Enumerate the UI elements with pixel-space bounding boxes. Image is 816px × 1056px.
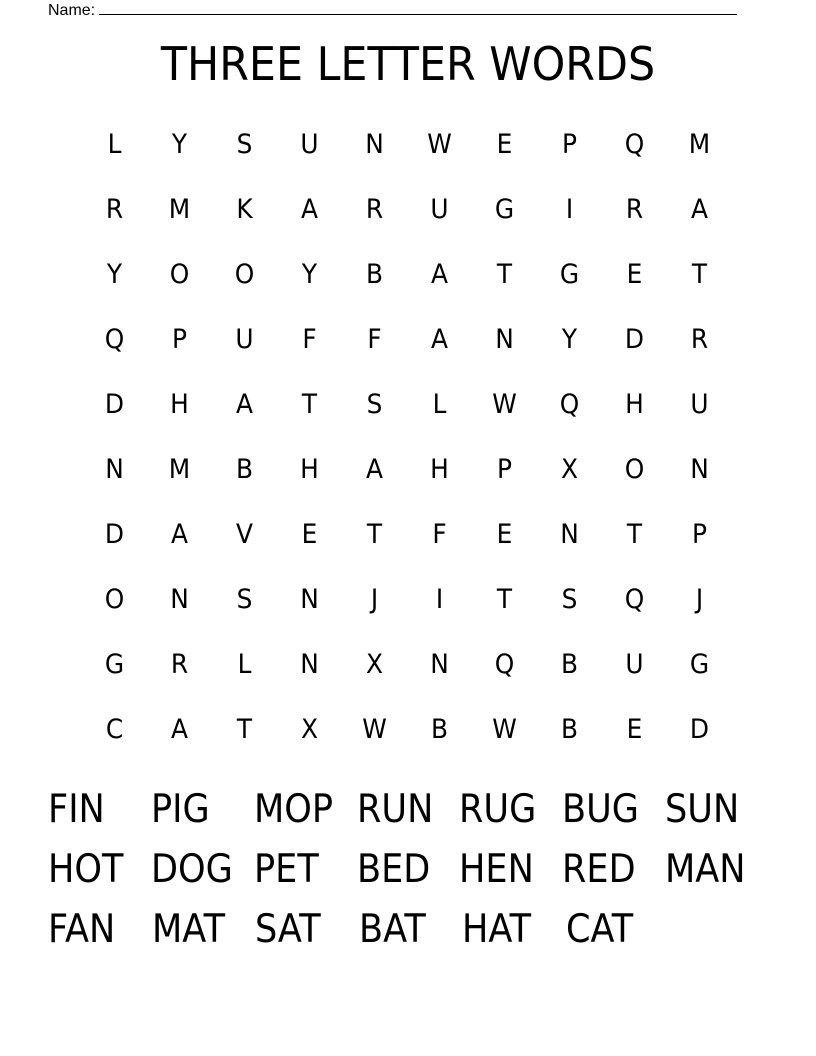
grid-letter[interactable]: P (561, 129, 577, 160)
grid-row (82, 632, 732, 697)
grid-letter[interactable]: F (302, 324, 317, 355)
grid-row (82, 242, 732, 307)
word-bank-item: BAT (358, 907, 426, 952)
grid-letter[interactable]: S (236, 129, 253, 160)
grid-row (82, 177, 732, 242)
grid-letter[interactable]: U (625, 649, 644, 680)
grid-letter[interactable]: N (300, 649, 319, 680)
grid-row (82, 112, 732, 177)
grid-letter[interactable]: F (432, 519, 447, 550)
word-bank-item: SAT (255, 907, 321, 952)
grid-letter[interactable]: D (624, 324, 645, 355)
grid-letter[interactable]: A (430, 324, 448, 355)
grid-letter[interactable]: E (626, 259, 643, 290)
grid-letter[interactable]: B (235, 454, 254, 485)
grid-row (82, 307, 732, 372)
grid-letter[interactable]: Y (301, 259, 318, 290)
grid-letter[interactable]: X (365, 649, 384, 680)
grid-letter[interactable]: G (689, 649, 710, 680)
grid-letter[interactable]: U (300, 129, 319, 160)
grid-letter[interactable]: E (626, 714, 643, 745)
grid-letter[interactable]: C (105, 714, 124, 745)
grid-letter[interactable]: Y (106, 259, 123, 290)
grid-letter[interactable]: T (366, 519, 383, 550)
grid-letter[interactable]: H (430, 454, 449, 485)
grid-letter[interactable]: N (365, 129, 384, 160)
grid-row (82, 502, 732, 567)
grid-row (82, 697, 732, 762)
grid-letter[interactable]: A (430, 259, 448, 290)
grid-letter[interactable]: Y (171, 129, 188, 160)
word-bank-item: RED (562, 847, 636, 892)
grid-letter[interactable]: D (104, 519, 125, 550)
name-underline (99, 0, 737, 15)
word-bank-row (48, 840, 768, 900)
grid-letter[interactable]: O (624, 454, 645, 485)
grid-letter[interactable]: I (565, 194, 574, 225)
grid-letter[interactable]: N (300, 584, 319, 615)
grid-letter[interactable]: A (365, 454, 383, 485)
grid-letter[interactable]: M (688, 129, 711, 160)
name-field-line (48, 0, 737, 20)
grid-letter[interactable]: G (494, 194, 515, 225)
grid-letter[interactable]: L (107, 129, 122, 160)
grid-letter[interactable]: A (300, 194, 318, 225)
grid-row (82, 567, 732, 632)
grid-letter[interactable]: K (236, 194, 253, 225)
grid-letter[interactable]: R (690, 324, 709, 355)
word-bank-item: PIG (150, 787, 210, 832)
grid-letter[interactable]: A (690, 194, 708, 225)
word-bank-item: CAT (565, 907, 633, 952)
word-bank-row (48, 780, 768, 840)
grid-letter[interactable]: U (235, 324, 254, 355)
grid-letter[interactable]: A (170, 519, 188, 550)
grid-letter[interactable]: P (496, 454, 512, 485)
grid-letter[interactable]: U (430, 194, 449, 225)
grid-letter[interactable]: R (625, 194, 644, 225)
grid-letter[interactable]: W (492, 389, 517, 420)
grid-letter[interactable]: T (301, 389, 318, 420)
grid-letter[interactable]: T (236, 714, 253, 745)
grid-letter[interactable]: M (168, 194, 191, 225)
word-bank-item: MAN (665, 847, 746, 892)
grid-letter[interactable]: E (496, 129, 513, 160)
grid-letter[interactable]: G (559, 259, 580, 290)
grid-letter[interactable]: A (235, 389, 253, 420)
grid-letter[interactable]: S (236, 584, 253, 615)
word-bank-row (48, 900, 768, 960)
word-bank-item: PET (253, 847, 319, 892)
grid-letter[interactable]: N (170, 584, 189, 615)
word-bank-item: RUN (356, 787, 433, 832)
grid-letter[interactable]: X (300, 714, 319, 745)
grid-letter[interactable]: V (235, 519, 253, 550)
grid-letter[interactable]: O (169, 259, 190, 290)
grid-letter[interactable]: N (560, 519, 579, 550)
grid-letter[interactable]: B (430, 714, 449, 745)
grid-letter[interactable]: P (171, 324, 187, 355)
grid-letter[interactable]: T (626, 519, 643, 550)
word-bank-item: HAT (462, 907, 532, 952)
grid-letter[interactable]: S (561, 584, 578, 615)
grid-letter[interactable]: I (435, 584, 444, 615)
grid-letter[interactable]: L (432, 389, 447, 420)
grid-letter[interactable]: B (560, 649, 579, 680)
grid-letter[interactable]: R (170, 649, 189, 680)
grid-letter[interactable]: X (560, 454, 579, 485)
grid-letter[interactable]: F (367, 324, 382, 355)
grid-letter[interactable]: L (237, 649, 252, 680)
word-bank-item: RUG (459, 787, 537, 832)
grid-letter[interactable]: A (170, 714, 188, 745)
grid-row (82, 437, 732, 502)
grid-letter[interactable]: O (234, 259, 255, 290)
grid-letter[interactable]: N (430, 649, 449, 680)
grid-letter[interactable]: W (492, 714, 517, 745)
grid-letter[interactable]: P (691, 519, 707, 550)
word-bank-item: SUN (665, 787, 740, 832)
word-bank-item: BED (356, 847, 430, 892)
grid-row (82, 372, 732, 437)
grid-letter[interactable]: Q (494, 649, 515, 680)
grid-letter[interactable]: Q (624, 129, 645, 160)
grid-letter[interactable]: M (168, 454, 191, 485)
grid-letter[interactable]: H (300, 454, 319, 485)
word-search-grid (82, 112, 732, 762)
grid-letter[interactable]: B (560, 714, 579, 745)
grid-letter[interactable]: U (690, 389, 709, 420)
grid-letter[interactable]: Q (104, 324, 125, 355)
grid-letter[interactable]: N (495, 324, 514, 355)
page-title: THREE LETTER WORDS (160, 37, 656, 91)
grid-letter[interactable]: N (690, 454, 709, 485)
grid-letter[interactable]: J (695, 584, 704, 615)
name-label: Name: (48, 2, 96, 19)
grid-letter[interactable]: R (365, 194, 384, 225)
grid-letter[interactable]: S (366, 389, 383, 420)
grid-letter[interactable]: W (427, 129, 452, 160)
grid-letter[interactable]: E (301, 519, 318, 550)
grid-letter[interactable]: D (689, 714, 710, 745)
grid-letter[interactable]: O (104, 584, 125, 615)
word-bank-item: FAN (48, 907, 116, 952)
grid-letter[interactable]: H (625, 389, 644, 420)
grid-letter[interactable]: G (104, 649, 125, 680)
grid-letter[interactable]: N (105, 454, 124, 485)
grid-letter[interactable]: W (362, 714, 387, 745)
grid-letter[interactable]: J (370, 584, 379, 615)
grid-letter[interactable]: T (496, 259, 513, 290)
word-bank-item: HEN (459, 847, 535, 892)
grid-letter[interactable]: Y (561, 324, 578, 355)
word-bank-item: BUG (562, 787, 640, 832)
grid-letter[interactable]: T (691, 259, 708, 290)
grid-letter[interactable]: H (170, 389, 189, 420)
grid-letter[interactable]: E (496, 519, 513, 550)
word-bank (48, 780, 768, 960)
grid-letter[interactable]: B (365, 259, 384, 290)
grid-letter[interactable]: Q (559, 389, 580, 420)
grid-letter[interactable]: T (496, 584, 513, 615)
word-bank-item: DOG (150, 847, 233, 892)
word-bank-item: FIN (48, 787, 105, 832)
grid-letter[interactable]: R (105, 194, 124, 225)
grid-letter[interactable]: D (104, 389, 125, 420)
grid-letter[interactable]: Q (624, 584, 645, 615)
word-bank-item: MAT (151, 907, 225, 952)
word-bank-item: MOP (253, 787, 333, 832)
word-bank-item: HOT (48, 847, 124, 892)
